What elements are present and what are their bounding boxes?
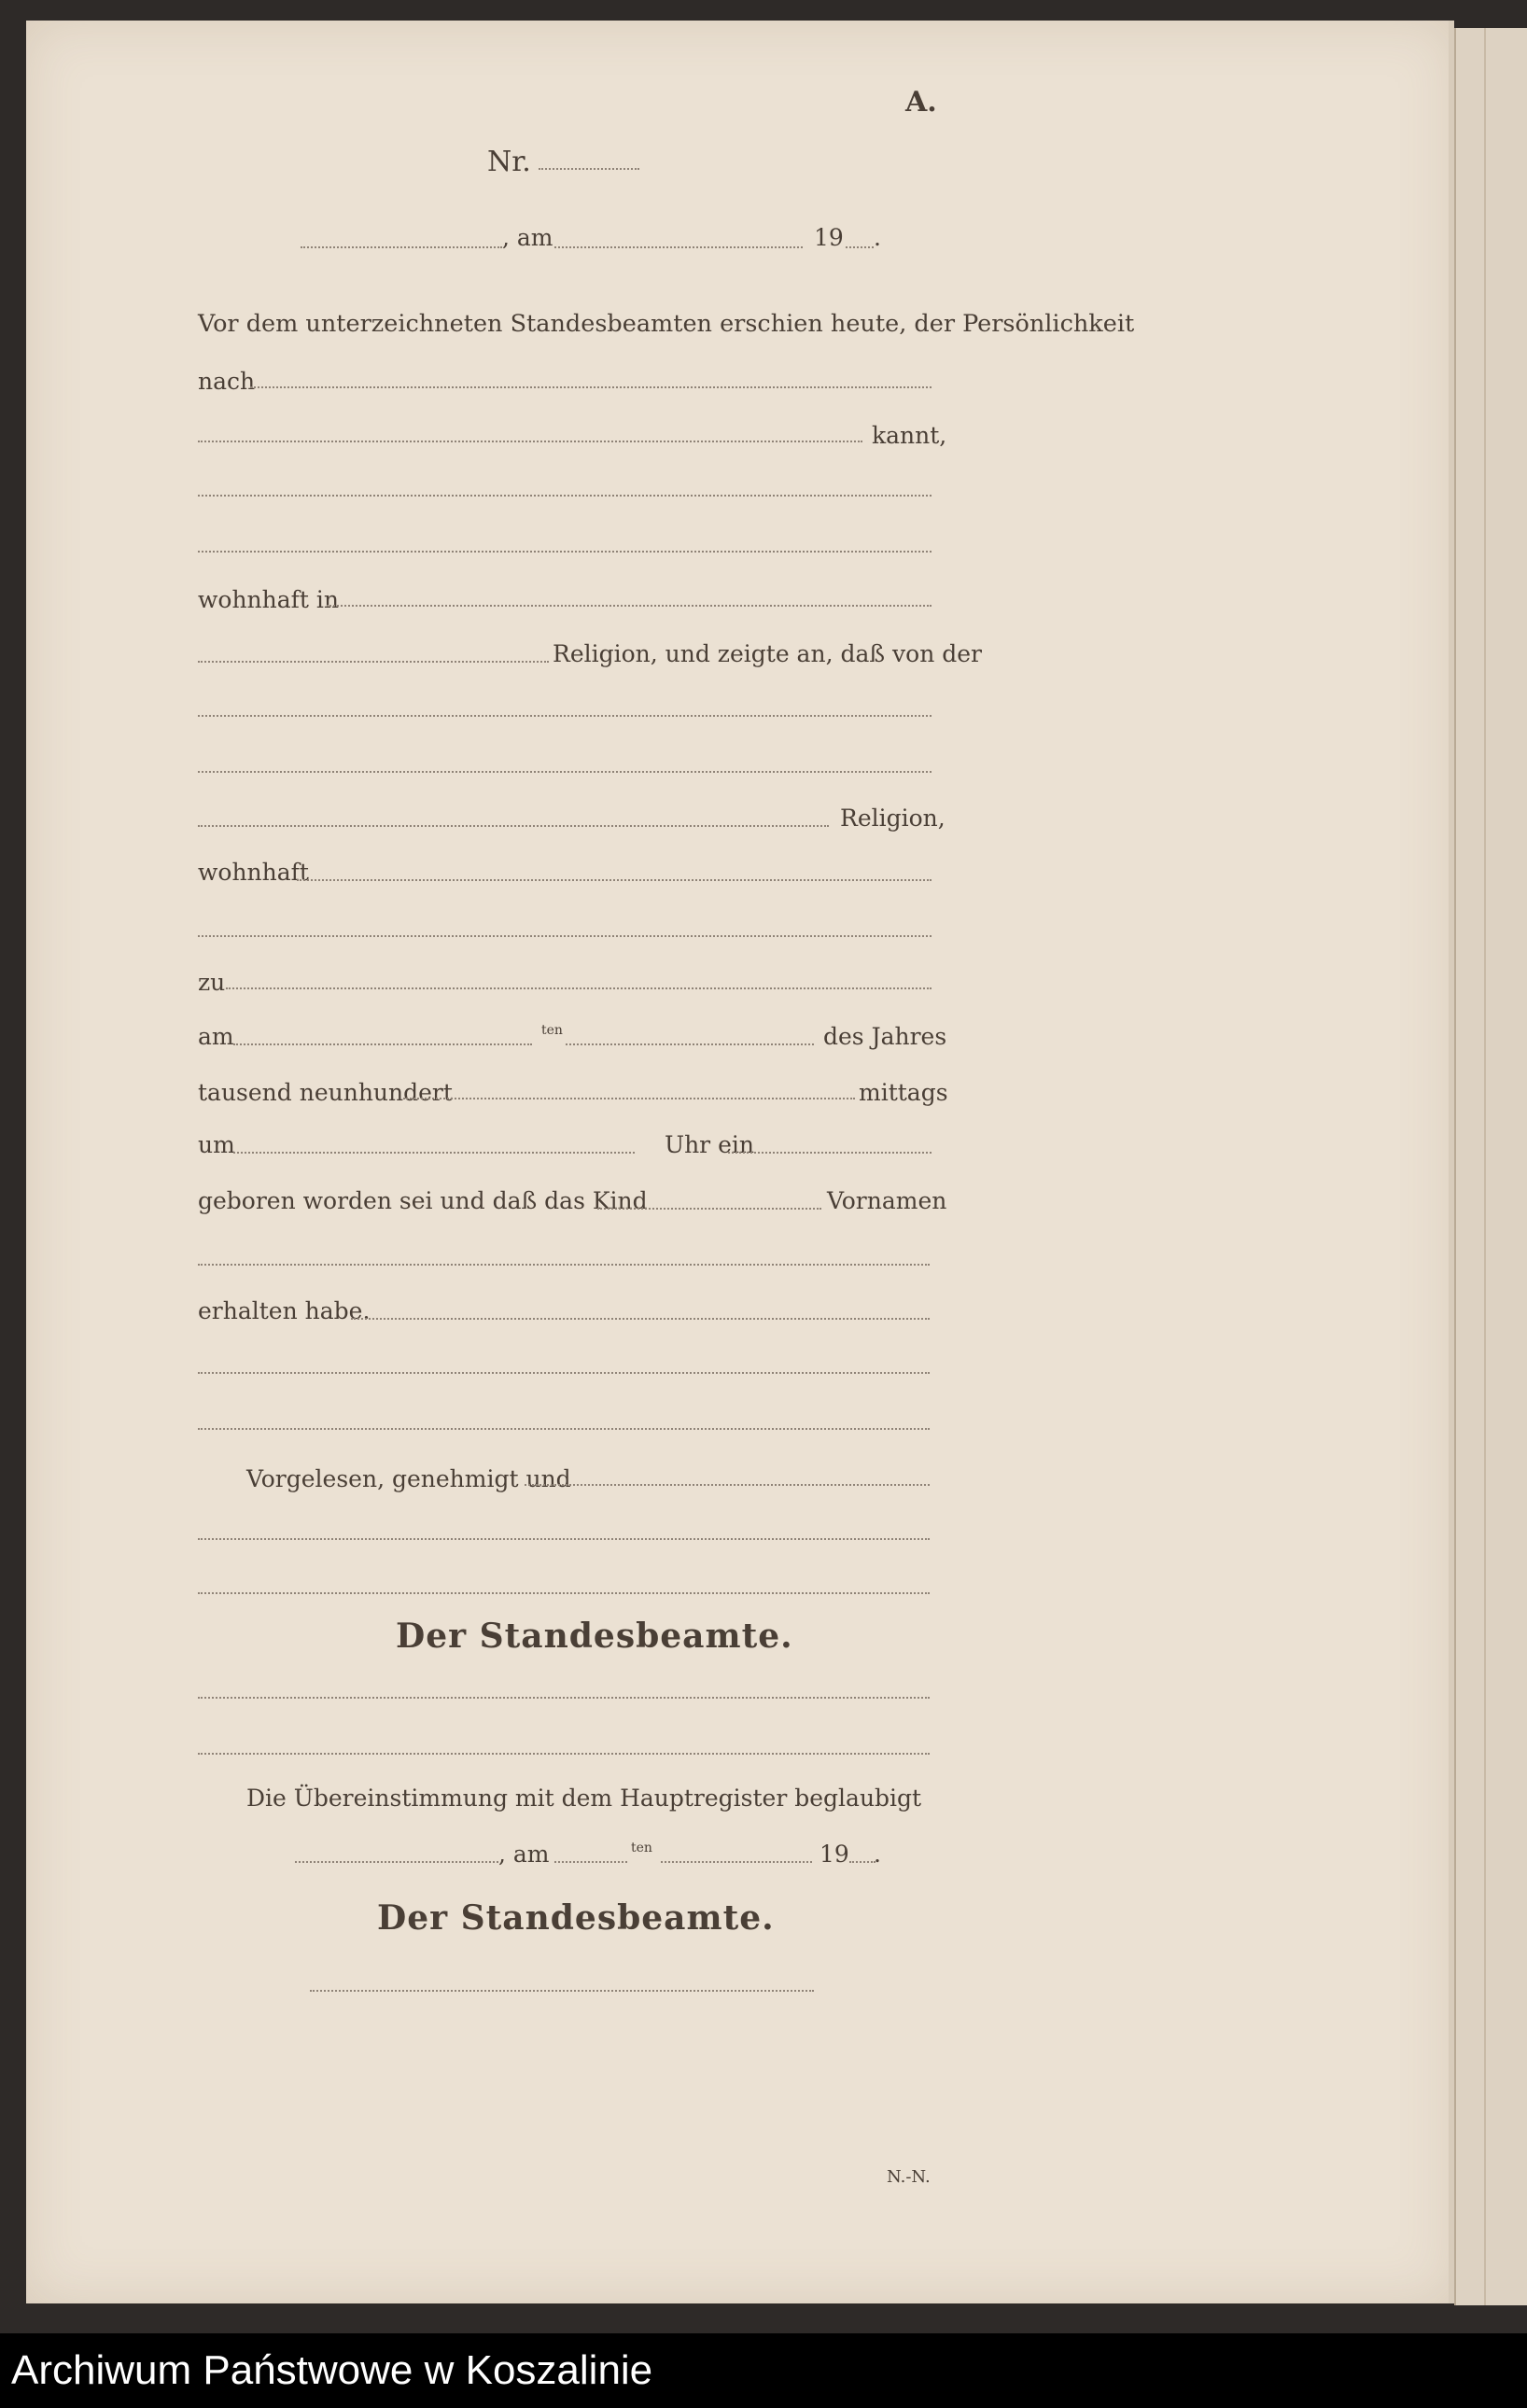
cert-year-field[interactable] bbox=[849, 1861, 876, 1863]
hour-field[interactable] bbox=[233, 1152, 635, 1154]
nach-field[interactable] bbox=[250, 386, 932, 388]
vorgelesen-label: Vorgelesen, genehmigt und bbox=[246, 1465, 571, 1492]
nach-label: nach bbox=[198, 368, 256, 395]
cert-month-field[interactable] bbox=[661, 1861, 812, 1863]
signature-line-1[interactable] bbox=[198, 1697, 930, 1699]
month-field[interactable] bbox=[566, 1043, 814, 1045]
archive-footer: Archiwum Państwowe w Koszalinie bbox=[0, 2333, 1527, 2408]
erhalten-field[interactable] bbox=[351, 1318, 930, 1320]
vornamen-label: Vornamen bbox=[827, 1187, 947, 1214]
religion-zeigte-label: Religion, und zeigte an, daß von der bbox=[553, 640, 982, 667]
certification-text: Die Übereinstimmung mit dem Hauptregister beglaubigt bbox=[246, 1785, 922, 1812]
des-jahres-label: des Jahres bbox=[823, 1023, 947, 1050]
year-words-field[interactable] bbox=[403, 1098, 855, 1099]
blank-line-3[interactable] bbox=[198, 715, 932, 717]
date-field[interactable] bbox=[554, 246, 803, 248]
document-page bbox=[26, 21, 1454, 2303]
intro-text: Vor dem unterzeichneten Standesbeamten erschien heute, der Persönlichkeit bbox=[198, 310, 1135, 338]
child-field[interactable] bbox=[597, 1208, 821, 1210]
mittags-label: mittags bbox=[859, 1079, 948, 1106]
geboren-label: geboren worden sei und daß das Kind bbox=[198, 1187, 648, 1214]
wohnhaft-label: wohnhaft bbox=[198, 859, 309, 886]
form-code: N.-N. bbox=[887, 2167, 931, 2187]
signature-heading: Der Standesbeamte. bbox=[396, 1617, 793, 1656]
blank-line-1[interactable] bbox=[198, 495, 932, 497]
um-label: um bbox=[198, 1131, 235, 1158]
uhr-ein-label: Uhr ein bbox=[665, 1131, 754, 1158]
signature-line-2[interactable] bbox=[198, 1753, 930, 1755]
cert-am-label: , am bbox=[498, 1841, 550, 1868]
vorgelesen-field[interactable] bbox=[525, 1484, 930, 1486]
blank-line-4[interactable] bbox=[198, 771, 932, 773]
blank-line-7[interactable] bbox=[198, 1428, 930, 1430]
year-prefix: 19 bbox=[814, 224, 844, 251]
day-field[interactable] bbox=[233, 1043, 532, 1045]
religion-label: Religion, bbox=[840, 805, 946, 832]
adjacent-page bbox=[1454, 28, 1527, 2305]
blank-line-5[interactable] bbox=[198, 935, 932, 937]
cert-year-prefix: 19 bbox=[820, 1841, 849, 1868]
wohnhaft-in-field[interactable] bbox=[327, 605, 932, 607]
adjacent-page-edge bbox=[1484, 28, 1486, 2305]
blank-line-6[interactable] bbox=[198, 1372, 930, 1374]
wohnhaft-field[interactable] bbox=[297, 879, 932, 881]
religion-field-1[interactable] bbox=[198, 661, 549, 663]
am-label: am bbox=[198, 1023, 234, 1050]
names-field[interactable] bbox=[198, 1264, 930, 1266]
zu-label: zu bbox=[198, 969, 226, 996]
nr-field[interactable] bbox=[539, 168, 639, 170]
nr-label: Nr. bbox=[487, 146, 531, 178]
blank-line-2[interactable] bbox=[198, 551, 932, 553]
kannt-label: kannt, bbox=[872, 422, 947, 449]
blank-line-8[interactable] bbox=[198, 1538, 930, 1540]
blank-line-9[interactable] bbox=[198, 1592, 930, 1594]
wohnhaft-in-label: wohnhaft in bbox=[198, 586, 340, 613]
ten-superscript: ten bbox=[541, 1023, 563, 1038]
form-mark: A. bbox=[905, 86, 937, 119]
year-field[interactable] bbox=[846, 246, 874, 248]
religion-field-2[interactable] bbox=[198, 825, 829, 827]
gender-field[interactable] bbox=[728, 1152, 932, 1154]
certification-signature-line[interactable] bbox=[310, 1990, 814, 1992]
cert-date-end: . bbox=[874, 1841, 881, 1868]
date-am-label: , am bbox=[502, 224, 553, 251]
cert-day-field[interactable] bbox=[554, 1861, 627, 1863]
cert-place-field[interactable] bbox=[295, 1861, 498, 1863]
date-end: . bbox=[874, 224, 881, 251]
tausend-label: tausend neunhundert bbox=[198, 1079, 453, 1106]
zu-field[interactable] bbox=[226, 987, 932, 989]
certification-heading: Der Standesbeamte. bbox=[377, 1898, 775, 1938]
cert-ten-superscript: ten bbox=[631, 1841, 652, 1855]
identity-field[interactable] bbox=[198, 441, 862, 442]
erhalten-label: erhalten habe. bbox=[198, 1297, 371, 1324]
place-field[interactable] bbox=[301, 246, 502, 248]
